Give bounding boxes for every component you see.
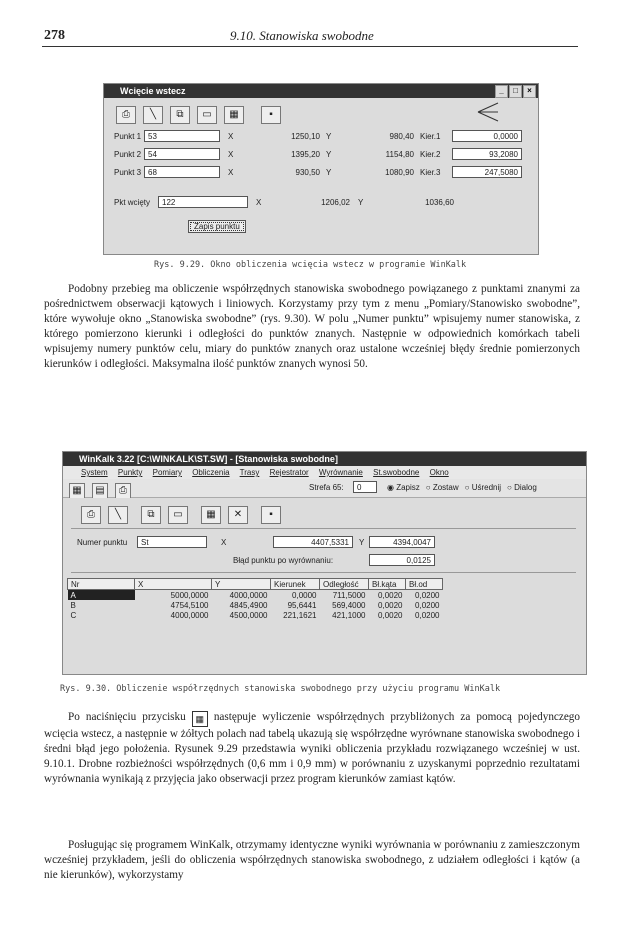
pkt-y-value: 1036,60 [425,198,454,207]
point-row-2 [114,148,529,166]
kier-input[interactable]: 0,0000 [452,130,522,142]
menu-obliczenia[interactable]: Obliczenia [192,468,230,477]
strefa-spinner[interactable]: 0 [353,481,377,493]
cell-blod[interactable]: 0,0200 [415,600,440,610]
save-icon[interactable]: ▪ [261,106,281,124]
app-toolbar [63,479,586,498]
x-label: X [228,132,234,141]
y-label: Y [326,132,332,141]
point-input[interactable]: 53 [144,130,220,142]
divider [71,572,576,573]
blad-label: Błąd punktu po wyrównaniu: [233,556,334,565]
menu-rejestrator[interactable]: Rejestrator [269,468,309,477]
radio-usrednij[interactable]: ○ Uśrednij [464,483,502,492]
x-value: 930,50 [295,168,320,177]
resection-diagram-icon [476,100,504,124]
cell-nr[interactable]: A [68,590,135,601]
cell-blkata[interactable]: 0,0020 [378,590,403,600]
x-value: 1395,20 [291,150,320,159]
print-icon[interactable]: ⎙ [116,106,136,124]
cell-x[interactable]: 4754,5100 [170,600,209,610]
winkalk-titlebar [63,452,586,466]
cell-odleglosc[interactable]: 421,1000 [332,610,366,620]
point-label: Punkt 2 [114,150,142,159]
point-input[interactable]: 68 [144,166,220,178]
radio-label: Zostaw [432,483,459,492]
cell-odleglosc[interactable]: 569,4000 [332,600,366,610]
radio-zostaw[interactable]: ○ Zostaw [425,483,459,492]
x-label: X [221,538,227,547]
numer-input[interactable]: St [137,536,207,548]
y-value: 1080,90 [385,168,414,177]
y-value: 980,40 [389,132,414,141]
menu-punkty[interactable]: Punkty [117,468,143,477]
divider [71,528,576,529]
print-icon[interactable]: ⎙ [81,506,101,524]
print-icon[interactable]: ⎙ [115,483,131,499]
cell-blkata[interactable]: 0,0020 [378,610,403,620]
menu-wyrownanie[interactable]: Wyrównanie [318,468,363,477]
pen-icon[interactable]: ╲ [108,506,128,524]
x-result: 4407,5331 [273,536,353,548]
minimize-button[interactable]: _ [495,85,508,98]
cell-nr[interactable]: B [70,600,76,610]
y-result: 4394,0047 [369,536,435,548]
point-label: Punkt 1 [114,132,142,141]
y-label: Y [359,538,365,547]
table-row[interactable] [68,600,443,610]
paragraph-text: Podobny przebieg ma obliczenie współrzędnych stanowiska swobodnego powiązanego z punktami znanymi za pośrednictwem obserwacji kątowych i liniowych. Korzystamy przy tym z menu „Pomiary/Stanowisko swobodne”, które wywołuje okno „Stanowiska swobodne” (rys. 9.30). W polu „Numer punktu” wpisujemy numer stanowiska, z którego pomierzono kierunki i odległości do punktów znanych. Następnie w odpowiednich komórkach tabeli wpisujemy numery punktów celu, miary do punktów znanych oraz ustalone wcześniej błędy średnie pomierzonych kierunków i odległości. Maksymalna ilość punktów znanych wynosi 50. [44,283,580,370]
y-value: 1154,80 [385,150,414,159]
resection-titlebar [104,84,538,98]
pkt-input[interactable]: 122 [158,196,248,208]
cell-blkata[interactable]: 0,0020 [378,600,403,610]
delete-icon[interactable]: ✕ [228,506,248,524]
resection-window [103,83,539,255]
mode-radios [387,483,537,492]
window-title: Wcięcie wstecz [120,86,186,96]
paragraph-2 [44,710,580,787]
calculator-icon: ▦ [192,711,208,727]
point-rows [114,130,529,184]
x-label: X [228,168,234,177]
paragraph-text-after: następuje wyliczenie współrzędnych przybliżonych za pomocą pojedynczego wcięcia wstecz, a następnie w żółtych polach nad tabelą ukazują się współrzędne wyrównane stanowiska swobodnego i średni błąd jego położenia. Rysunek 9.29 przedstawia wyniki obliczenia przykładu rozwiązanego wcześniej w ust. 9.10.1. Drobne rozbieżności współrzędnych (0,6 mm i 0,9 mm) w porównaniu z uzyskanymi poprzednio rezultatami wyrównania wynikają z przyjęcia jako obserwacji przez program kierunków zamiast kątów. [44,711,580,785]
kier-label: Kier.1 [420,132,441,141]
y-label: Y [326,168,332,177]
blad-result: 0,0125 [369,554,435,566]
table-icon[interactable]: ▤ [92,483,108,499]
col-blod[interactable]: Bł.od [406,579,443,590]
kier-label: Kier.3 [420,168,441,177]
menu-pomiary[interactable]: Pomiary [152,468,182,477]
radio-label: Dialog [514,483,537,492]
cell-y[interactable]: 4500,0000 [229,610,268,620]
point-row-3 [114,166,529,184]
strefa-label: Strefa 65: [309,483,344,492]
paragraph-text-before: Po naciśnięciu przycisku [68,711,186,723]
observations-table [67,578,443,620]
header-rule [42,46,578,47]
point-row-1 [114,130,529,148]
copy-icon[interactable]: ⧉ [170,106,190,124]
table-header [68,579,443,590]
menu-bar [63,466,586,479]
kier-label: Kier.2 [420,150,441,159]
pen-icon[interactable]: ╲ [143,106,163,124]
close-button[interactable]: × [523,85,536,98]
cell-y[interactable]: 4845,4900 [229,600,268,610]
cell-x[interactable]: 5000,0000 [170,590,209,600]
cell-y[interactable]: 4000,0000 [229,590,268,600]
winkalk-window [62,451,587,675]
cell-x[interactable]: 4000,0000 [170,610,209,620]
pkt-x-value: 1206,02 [321,198,350,207]
x-label: X [228,150,234,159]
radio-label: Uśrednij [471,483,502,492]
point-input[interactable]: 54 [144,148,220,160]
section-title: 9.10. Stanowiska swobodne [230,28,374,43]
paragraph-text: Posługując się programem WinKalk, otrzymamy identyczne wyniki wyrównania w porównaniu z zamieszczonym wcześniej przykładem, jeśli do obliczenia współrzędnych stanowiska swobodnego, z udziałem odległości i kątów (a nie kierunków), wykorzystamy [44,839,580,881]
maximize-button[interactable]: □ [509,85,522,98]
menu-system[interactable]: System [81,468,108,477]
menu-trasy[interactable]: Trasy [239,468,260,477]
cell-kierunek[interactable]: 0,0000 [292,590,317,600]
resected-point-row [114,196,529,214]
col-odleglosc[interactable]: Odległość [320,579,369,590]
kier-input[interactable]: 93,2080 [452,148,522,160]
cell-nr[interactable]: C [70,610,77,620]
y-label: Y [358,198,364,207]
x-label: X [256,198,262,207]
radio-zapisz[interactable]: ◉ Zapisz [387,483,420,492]
paragraph-text [44,710,580,787]
calculator-icon[interactable]: ▦ [224,106,244,124]
menu-stswobodne[interactable]: St.swobodne [373,468,420,477]
y-label: Y [326,150,332,159]
paragraph-1 [44,282,580,372]
col-kierunek[interactable]: Kierunek [271,579,320,590]
radio-label: Zapisz [396,483,420,492]
col-blkata[interactable]: Bł.kąta [369,579,406,590]
cell-blod[interactable]: 0,0200 [415,610,440,620]
col-nr[interactable]: Nr [68,579,135,590]
menu-okno[interactable]: Okno [429,468,449,477]
copy-icon[interactable]: ⧉ [141,506,161,524]
page-number: 278 [44,28,65,43]
kier-input[interactable]: 247,5080 [452,166,522,178]
save-point-button[interactable]: Zapis punktu [188,220,246,233]
table-row[interactable] [68,610,443,620]
cell-blod[interactable]: 0,0200 [415,590,440,600]
radio-dialog[interactable]: ○ Dialog [507,483,537,492]
point-label: Punkt 3 [114,168,142,177]
table-row[interactable] [68,590,443,601]
cell-odleglosc[interactable]: 711,5000 [332,590,366,600]
x-value: 1250,10 [291,132,320,141]
page-icon[interactable]: ▭ [168,506,188,524]
paragraph-3 [44,838,580,883]
cell-kierunek[interactable]: 221,1621 [283,610,317,620]
pkt-label: Pkt wcięty [114,198,151,207]
numer-label: Numer punktu [77,538,128,547]
grid-icon[interactable]: ▦ [69,483,85,499]
cell-kierunek[interactable]: 95,6441 [287,600,317,610]
figure-caption-1: Rys. 9.29. Okno obliczenia wcięcia wstecz w programie WinKalk [154,260,467,270]
figure-caption-2: Rys. 9.30. Obliczenie współrzędnych stanowiska swobodnego przy użyciu programu WinKalk [60,684,501,694]
calculator-icon[interactable]: ▦ [201,506,221,524]
page-icon[interactable]: ▭ [197,106,217,124]
col-y[interactable]: Y [212,579,271,590]
save-icon[interactable]: ▪ [261,506,281,524]
window-title: WinKalk 3.22 [C:\WINKALK\ST.SW] - [Stanowiska swobodne] [79,454,338,464]
col-x[interactable]: X [135,579,212,590]
